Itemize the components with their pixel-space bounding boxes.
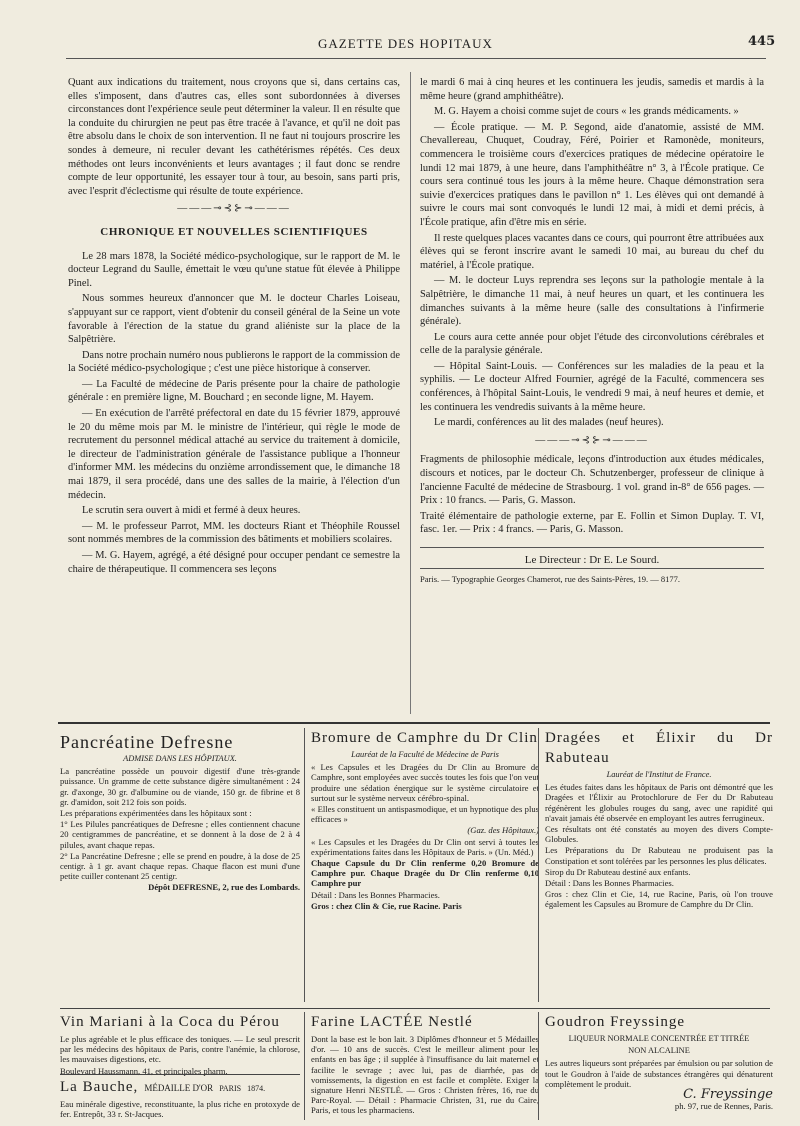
paragraph-luys: — M. le docteur Luys reprendra ses leçons sur la pathologie mentale à la Salpêtrière, le dimanche 11 mai, à neuf heures un quart, et les continuera les dimanches suivants à la même heure (salle des consultations à l'infirmerie générale). bbox=[420, 275, 764, 328]
paragraph-loiseau: Nous sommes heureux d'annoncer que M. le docteur Charles Loiseau, s'appuyant sur ce rapport, vient d'obtenir du conseil général de la Seine un vote favorable à l'érection de la statue du grand aliéniste sur la place de la Salpêtrière. bbox=[68, 293, 400, 346]
running-title: GAZETTE DES HOPITAUX bbox=[318, 36, 493, 51]
ad-pancreatine-body3: 1° Les Pilules pancréatiques de Defresne ; elles contiennent chacune 20 centigrammes de pancréatine, et se donnent à la dose de 2 à 4 pilules, avant chaque repas. bbox=[60, 819, 300, 850]
ad-camphre-sub: Lauréat de la Faculté de Médecine de Paris bbox=[351, 750, 499, 759]
ad-nestle bbox=[304, 1012, 539, 1120]
ad-freyssinge bbox=[538, 1012, 773, 1120]
ads-top-rule bbox=[58, 722, 770, 724]
ad-rabuteau-body1: Les études faites dans les hôpitaux de Paris ont démontré que les Dragées et l'Élixir au Protochlorure de Fer du Dr Rabuteau régénèrent les globules rouges du sang, avec une rapidité qui n'avait jamais été observée en employant les autres ferrugineux. bbox=[545, 782, 773, 823]
notice-fragments-philosophie: Fragments de philosophie médicale, leçons d'introduction aux études médicales, discours et notices, par le docteur Ch. Schutzenberger, professeur de clinique à l'ancienne Faculté de médecine de Strasbourg. 1 vol. grand in-8° de 656 pages. — Prix : 10 francs. — Paris, G. Masson. bbox=[420, 454, 764, 507]
ad-bauche-medal: MÉDAILLE D'OR bbox=[144, 1083, 214, 1093]
ad-freyssinge-sub1: LIQUEUR NORMALE CONCENTRÉE ET TITRÉE bbox=[568, 1034, 750, 1043]
ad-nestle-body: Dont la base est le bon lait. 3 Diplômes d'honneur et 5 Médailles d'or. — 10 ans de succès. C'est le meilleur aliment pour les enfants en bas âge ; il supplée à l'insuffisance du lait maternel et facilite le sevrage ; avec lui, pas de diarrhée, pas de vomissements, la digestion en est facile et complète. Exiger la signature Henri NESTLÉ. — Gros : Christen frères, 16, rue du Parc-Royal. — Détail : Pharmacie Christen, 31, rue du Caire, Paris, et tous les pharmaciens. bbox=[311, 1034, 539, 1116]
paragraph-commission-report: Dans notre prochain numéro nous publierons le rapport de la commission de la Société médico-psychologique ; c'est une pièce historique à conserver. bbox=[68, 349, 400, 375]
ad-camphre-body1: « Les Capsules et les Dragées du Dr Clin au Bromure de Camphre, sont employées avec succès toutes les fois que l'on veut produire une sédation énergique sur le système circulatoire et surtout sur le système nerveux cérébro-spinal. bbox=[311, 762, 539, 803]
paragraph-ecole-pratique: — École pratique. — M. P. Segond, aide d'anatomie, assisté de MM. Chevallereau, Chuquet, Coudray, Féré, Poirier et Ramonède, moniteurs, commencera le troisième cours d'exercices pratiques de médecine opératoire le lundi 12 mai 1879, à une heure, dans l'amphithéâtre n° 3, à l'École pratique. Ce cours sera continué tous les jours à la même heure. Chaque démonstration sera suivie d'exercices pratiques dans le pavillon n° 1. Les élèves qui ont demandé à suivre le cours mai sont convoqués le lundi 12 mai, à midi et demi précis, à l'École pratique, afin d'être mis en série. bbox=[420, 121, 764, 228]
ad-camphre-cite1: (Gaz. des Hôpitaux.) bbox=[467, 825, 539, 836]
paragraph-scrutin: Le scrutin sera ouvert à midi et fermé à deux heures. bbox=[82, 505, 301, 517]
header-rule bbox=[66, 58, 766, 59]
ad-pancreatine-body1: La pancréatine possède un pouvoir digestif d'une très-grande puissance. Un gramme de cette substance digère simultanément : 24 gr. d'axonge, 30 gr. d'albumine ou de viande, 150 gr. de fibrine et 8 gr. d'amidon, soit 212 fois son poids. bbox=[60, 766, 300, 807]
paragraph-arrete-prefectoral: — En exécution de l'arrêté préfectoral en date du 15 février 1879, approuvé le 20 du même mois par M. le ministre de l'intérieur, qui règle le mode de recrutement du personnel médical attaché au service du traitement à domicile, le directeur de l'administration générale de l'assistance publique a l'honneur d'informer MM. les médecins du onzième arrondissement que, le dimanche 18 mai 1879, il sera procédé, dans une des salles de la mairie, à l'élection d'un médecin. bbox=[68, 408, 400, 501]
director-line: Le Directeur : Dr E. Le Sourd. bbox=[420, 547, 764, 568]
ad-rabuteau-sub: Lauréat de l'Institut de France. bbox=[606, 770, 712, 779]
section-title-chronique: CHRONIQUE ET NOUVELLES SCIENTIFIQUES bbox=[100, 225, 368, 238]
page-number: 445 bbox=[748, 34, 776, 49]
paragraph-hayem-continued: le mardi 6 mai à cinq heures et les continuera les jeudis, samedis et mardis à la même heure (grand amphithéâtre). bbox=[420, 77, 764, 102]
notice-traite-pathologie: Traité élémentaire de pathologie externe, par E. Follin et Simon Duplay. T. VI, fasc. 1er. — Prix : 4 francs. — Paris, G. Masson. bbox=[420, 510, 764, 536]
ad-rabuteau-body4: Sirop du Dr Rabuteau destiné aux enfants. bbox=[545, 866, 691, 877]
paragraph-indications: Quant aux indications du traitement, nous croyons que si, dans certains cas, elles s'imposent, dans d'autres cas, elles sont subordonnées à diverses circonstances dont l'expérience seule peut déterminer la valeur. Il en résulte que la conduite du chirurgien ne peut pas être tracée à l'avance, et qu'il ne doit pas être absolu dans le choix de son intervention. Il ne faut ni toujours proscrire les sondes à demeure, ni reculer devant les cathétérismes répétés. Ces deux méthodes ont leurs inconvénients et leurs avantages ; il faut donc se rendre compte de leur opportunité, les essayer tour à tour, au besoin, sans parti pris, avec l'esprit d'éclectisme qui résulte de toute expérience. bbox=[68, 77, 400, 197]
ad-mariani-body: Le plus agréable et le plus efficace des toniques. — Le seul prescrit par les médecins des hôpitaux de Paris, contre l'anémie, la chlorose, les mauvaises digestions, etc. bbox=[60, 1034, 300, 1065]
ad-freyssinge-body: Les autres liqueurs sont préparées par émulsion ou par solution de tout le Goudron à l'aide de substances étrangères qui dénaturent complètement le produit. bbox=[545, 1058, 773, 1089]
ad-freyssinge-title: Goudron Freyssinge bbox=[545, 1014, 686, 1030]
paragraph-saint-louis: — Hôpital Saint-Louis. — Conférences sur les maladies de la peau et la syphilis. — Le docteur Alfred Fournier, agrégé de la Faculté, commencera ses conférences, à l'hôpital Saint-Louis, le vendredi 9 mai, à neuf heures et demie, et les continuera les vendredis suivants à la même heure. bbox=[420, 360, 764, 413]
ad-camphre bbox=[304, 728, 539, 1002]
left-column bbox=[68, 76, 400, 578]
column-divider bbox=[410, 72, 411, 714]
ad-bauche-medal-year: 1874. bbox=[247, 1084, 266, 1093]
ad-bauche-body: Eau minérale digestive, reconstituante, la plus riche en protoxyde de fer. Entrepôt, 33 r. St-Jacques. bbox=[60, 1099, 300, 1120]
running-head bbox=[0, 34, 800, 54]
ad-rabuteau-body2: Ces résultats ont été constatés au moyen des divers Compte-Globules. bbox=[545, 824, 773, 845]
ad-rabuteau-gros: Gros : chez Clin et Cie, 14, rue Racine, Paris, où l'on trouve également les Capsules au Bromure de Camphre du Dr Clin. bbox=[545, 889, 773, 910]
ad-freyssinge-sub2: NON ALCALINE bbox=[628, 1046, 690, 1056]
ad-freyssinge-address: ph. 97, rue de Rennes, Paris. bbox=[674, 1101, 773, 1112]
ad-bauche-title: La Bauche, bbox=[60, 1079, 139, 1095]
paragraph-circonvolutions: Le cours aura cette année pour objet l'étude des circonvolutions cérébrales et celle de la paralysie générale. bbox=[420, 331, 764, 357]
printer-line: Paris. — Typographie Georges Chamerot, rue des Saints-Pères, 19. — 8177. bbox=[420, 568, 764, 587]
paragraph-hayem: — M. G. Hayem, agrégé, a été désigné pour occuper pendant ce semestre la chaire de thérapeutique. Il commencera ses leçons bbox=[68, 550, 400, 575]
paragraph-parrot: — M. le professeur Parrot, MM. les docteurs Riant et Théophile Roussel sont nommés membres de la commission des bâtiments et mobiliers scolaires. bbox=[68, 520, 400, 546]
ad-rabuteau-body3: Les Préparations du Dr Rabuteau ne produisent pas la Constipation et sont tolérées par les personnes les plus délicates. bbox=[545, 845, 773, 866]
ad-camphre-body3: « Les Capsules et les Dragées du Dr Clin ont servi à toutes les expérimentations faites dans les Hôpitaux de Paris. » (Un. Méd.) bbox=[311, 836, 539, 857]
ad-pancreatine-body4: 2° La Pancréatine Defresne ; elle se prend en poudre, à la dose de 25 centigr. à 1 gr. avant chaque repas. Chaque flacon est muni d'une petite cuiller contenant 25 centigr. bbox=[60, 850, 300, 882]
paragraph-places-vacantes: Il reste quelques places vacantes dans ce cours, qui pourront être attribuées aux élèves qui se feront inscrire avant le samedi 10 mai, au bureau du chef du matériel, à l'École pratique. bbox=[420, 232, 764, 271]
ad-camphre-body2: « Elles constituent un antispasmodique, et un hypnotique des plus efficaces » bbox=[311, 804, 539, 825]
ad-nestle-title: Farine LACTÉE Nestlé bbox=[311, 1014, 473, 1030]
paragraph-faculty-chair: — La Faculté de médecine de Paris présente pour la chaire de pathologie générale : en première ligne, M. Bouchard ; en seconde ligne, M. Hayem. bbox=[68, 378, 400, 404]
ad-pancreatine-title: Pancréatine Defresne bbox=[60, 732, 234, 752]
ad-bauche-medal-place: PARIS bbox=[219, 1084, 242, 1093]
ad-rabuteau-detail: Détail : Dans les Bonnes Pharmacies. bbox=[545, 878, 674, 889]
right-column bbox=[420, 76, 764, 588]
ad-bauche bbox=[60, 1074, 300, 1123]
ads-middle-rule bbox=[60, 1008, 770, 1009]
ad-pancreatine-body2: Les préparations expérimentées dans les hôpitaux sont : bbox=[60, 808, 252, 819]
ad-rabuteau-title: Dragées et Élixir du Dr Rabuteau bbox=[545, 730, 773, 766]
paragraph-mardi-conferences: Le mardi, conférences au lit des malades (neuf heures). bbox=[434, 417, 664, 429]
ad-camphre-gros: Gros : chez Clin & Cie, rue Racine. Paris bbox=[311, 900, 462, 911]
ad-pancreatine-depot: Dépôt DEFRESNE, 2, rue des Lombards. bbox=[148, 882, 300, 893]
ad-freyssinge-signature: C. Freyssinge bbox=[683, 1087, 773, 1103]
ad-camphre-detail: Détail : Dans les Bonnes Pharmacies. bbox=[311, 889, 440, 900]
ad-pancreatine-sub: ADMISE DANS LES HÔPITAUX. bbox=[123, 754, 237, 763]
ad-camphre-title: Bromure de Camphre du Dr Clin bbox=[311, 730, 538, 746]
ad-mariani bbox=[60, 1012, 300, 1076]
paragraph-pinel-statue: Le 28 mars 1878, la Société médico-psychologique, sur le rapport de M. le docteur Legrand du Saulle, émettait le vœu qu'une statue fût élevée à Philippe Pinel. bbox=[68, 250, 400, 289]
ad-mariani-title: Vin Mariani à la Coca du Pérou bbox=[60, 1014, 280, 1030]
paragraph-hayem-subject: M. G. Hayem a choisi comme sujet de cours « les grands médicaments. » bbox=[434, 106, 739, 118]
ad-pancreatine bbox=[60, 732, 300, 1002]
ornament-separator: ———⊸⊰⊱⊸——— bbox=[177, 203, 291, 215]
ornament-separator-right: ———⊸⊰⊱⊸——— bbox=[535, 434, 649, 446]
ad-camphre-body4: Chaque Capsule du Dr Clin renferme 0,20 Bromure de Camphre pur. Chaque Dragée du Dr Clin renferme 0,10 Camphre pur bbox=[311, 858, 539, 889]
ad-mariani-address: Boulevard Haussmann, 41, et principales pharm. bbox=[60, 1065, 228, 1076]
ad-rabuteau bbox=[538, 728, 773, 1002]
